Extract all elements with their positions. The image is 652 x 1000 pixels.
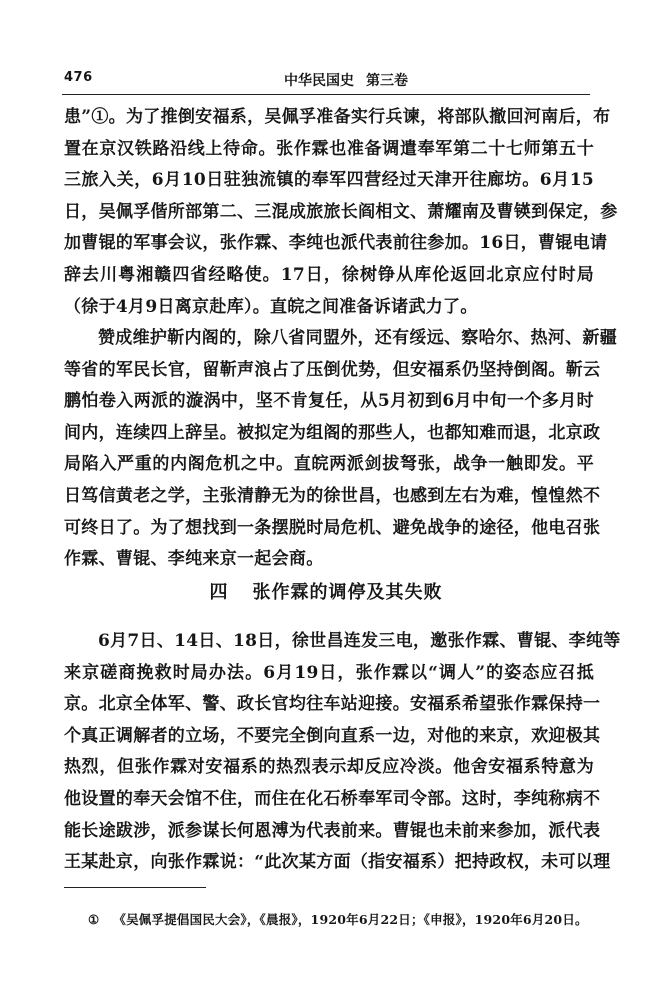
footnote-text: 《吴佩孚提倡国民大会》，《晨报》，1920年6月22日；《申报》，1920年6月20日。 [113, 912, 588, 927]
paragraph [64, 626, 621, 879]
text-line: 加曹锟的军事会议，张作霖、李纯也派代表前往参加。16日，曹锟电请 [64, 233, 608, 254]
text-line: 可终日了。为了想找到一条摆脱时局危机、避免战争的途径，他电召张 [64, 517, 601, 538]
text-line: 京。北京全体军、警、政长官均往车站迎接。安福系希望张作霖保持一 [64, 694, 601, 715]
page-header [64, 70, 588, 92]
text-line: 他设置的奉天会馆不住，而住在化石桥奉军司令部。这时，李纯称病不 [64, 788, 601, 809]
footnote [88, 910, 588, 928]
text-line: 置在京汉铁路沿线上待命。张作霖也准备调遣奉军第二十七师第五十 [64, 138, 594, 159]
text-line: 患”①。为了推倒安福系，吴佩孚准备实行兵谏，将部队撤回河南后，布 [64, 107, 611, 127]
volume-label: 第三卷 [366, 73, 408, 89]
text-line: 作霖、曹锟、李纯来京一起会商。 [64, 549, 324, 570]
text-line: 间内，连续四上辞呈。被拟定为组阁的那些人，也都知难而退，北京政 [64, 422, 601, 443]
text-line: 王某赴京，向张作霖说：“此次某方面（指安福系）把持政权，未可以理 [64, 852, 611, 873]
text-line: 个真正调解者的立场，不要完全倒向直系一边，对他的来京，欢迎极其 [64, 725, 601, 746]
header-rule [62, 94, 590, 95]
paragraph-continued [64, 102, 618, 323]
text-line: 鹏怕卷入两派的漩涡中，坚不肯复任，从5月初到6月中旬一个多月时 [64, 391, 594, 412]
text-line: 6月7日、14日、18日，徐世昌连发三电，邀张作霖、曹锟、李纯等 [98, 631, 621, 651]
book-title: 中华民国史 [284, 73, 354, 89]
running-title [284, 70, 408, 90]
text-line: 热烈，但张作霖对安福系的热烈表示却反应冷淡。他舍安福系特意为 [64, 757, 594, 778]
text-line: 辞去川粤湘赣四省经略使。17日，徐树铮从库伦返回北京应付时局 [64, 264, 594, 285]
page-number: 476 [64, 70, 93, 85]
text-line: （徐于4月9日离京赴库）。直皖之间准备诉诸武力了。 [64, 296, 478, 317]
footnote-marker: ① [88, 912, 100, 927]
section-title: 张作霖的调停及其失败 [252, 582, 443, 603]
text-line: 赞成维护靳内阁的，除八省同盟外，还有绥远、察哈尔、热河、新疆 [98, 328, 617, 348]
section-number: 四 [209, 582, 229, 603]
text-line: 能长途跋涉，派参谋长何恩溥为代表前来。曹锟也未前来参加，派代表 [64, 820, 601, 841]
text-line: 来京磋商挽救时局办法。6月19日，张作霖以“调人”的姿态应召抵 [64, 662, 594, 683]
section-heading [0, 578, 652, 604]
paragraph [64, 323, 617, 576]
text-line: 局陷入严重的内阁危机之中。直皖两派剑拔弩张，战争一触即发。平 [64, 454, 594, 475]
text-line: 三旅入关，6月10日驻独流镇的奉军四营经过天津开往廊坊。6月15 [64, 170, 594, 191]
text-line: 等省的军民长官，留靳声浪占了压倒优势，但安福系仍坚持倒阁。靳云 [64, 359, 601, 380]
footnote-rule [64, 887, 206, 888]
text-line: 日笃信黄老之学，主张清静无为的徐世昌，也感到左右为难，惶惶然不 [64, 485, 601, 506]
text-line: 日，吴佩孚偕所部第二、三混成旅旅长阎相文、萧耀南及曹锳到保定，参 [64, 201, 618, 222]
